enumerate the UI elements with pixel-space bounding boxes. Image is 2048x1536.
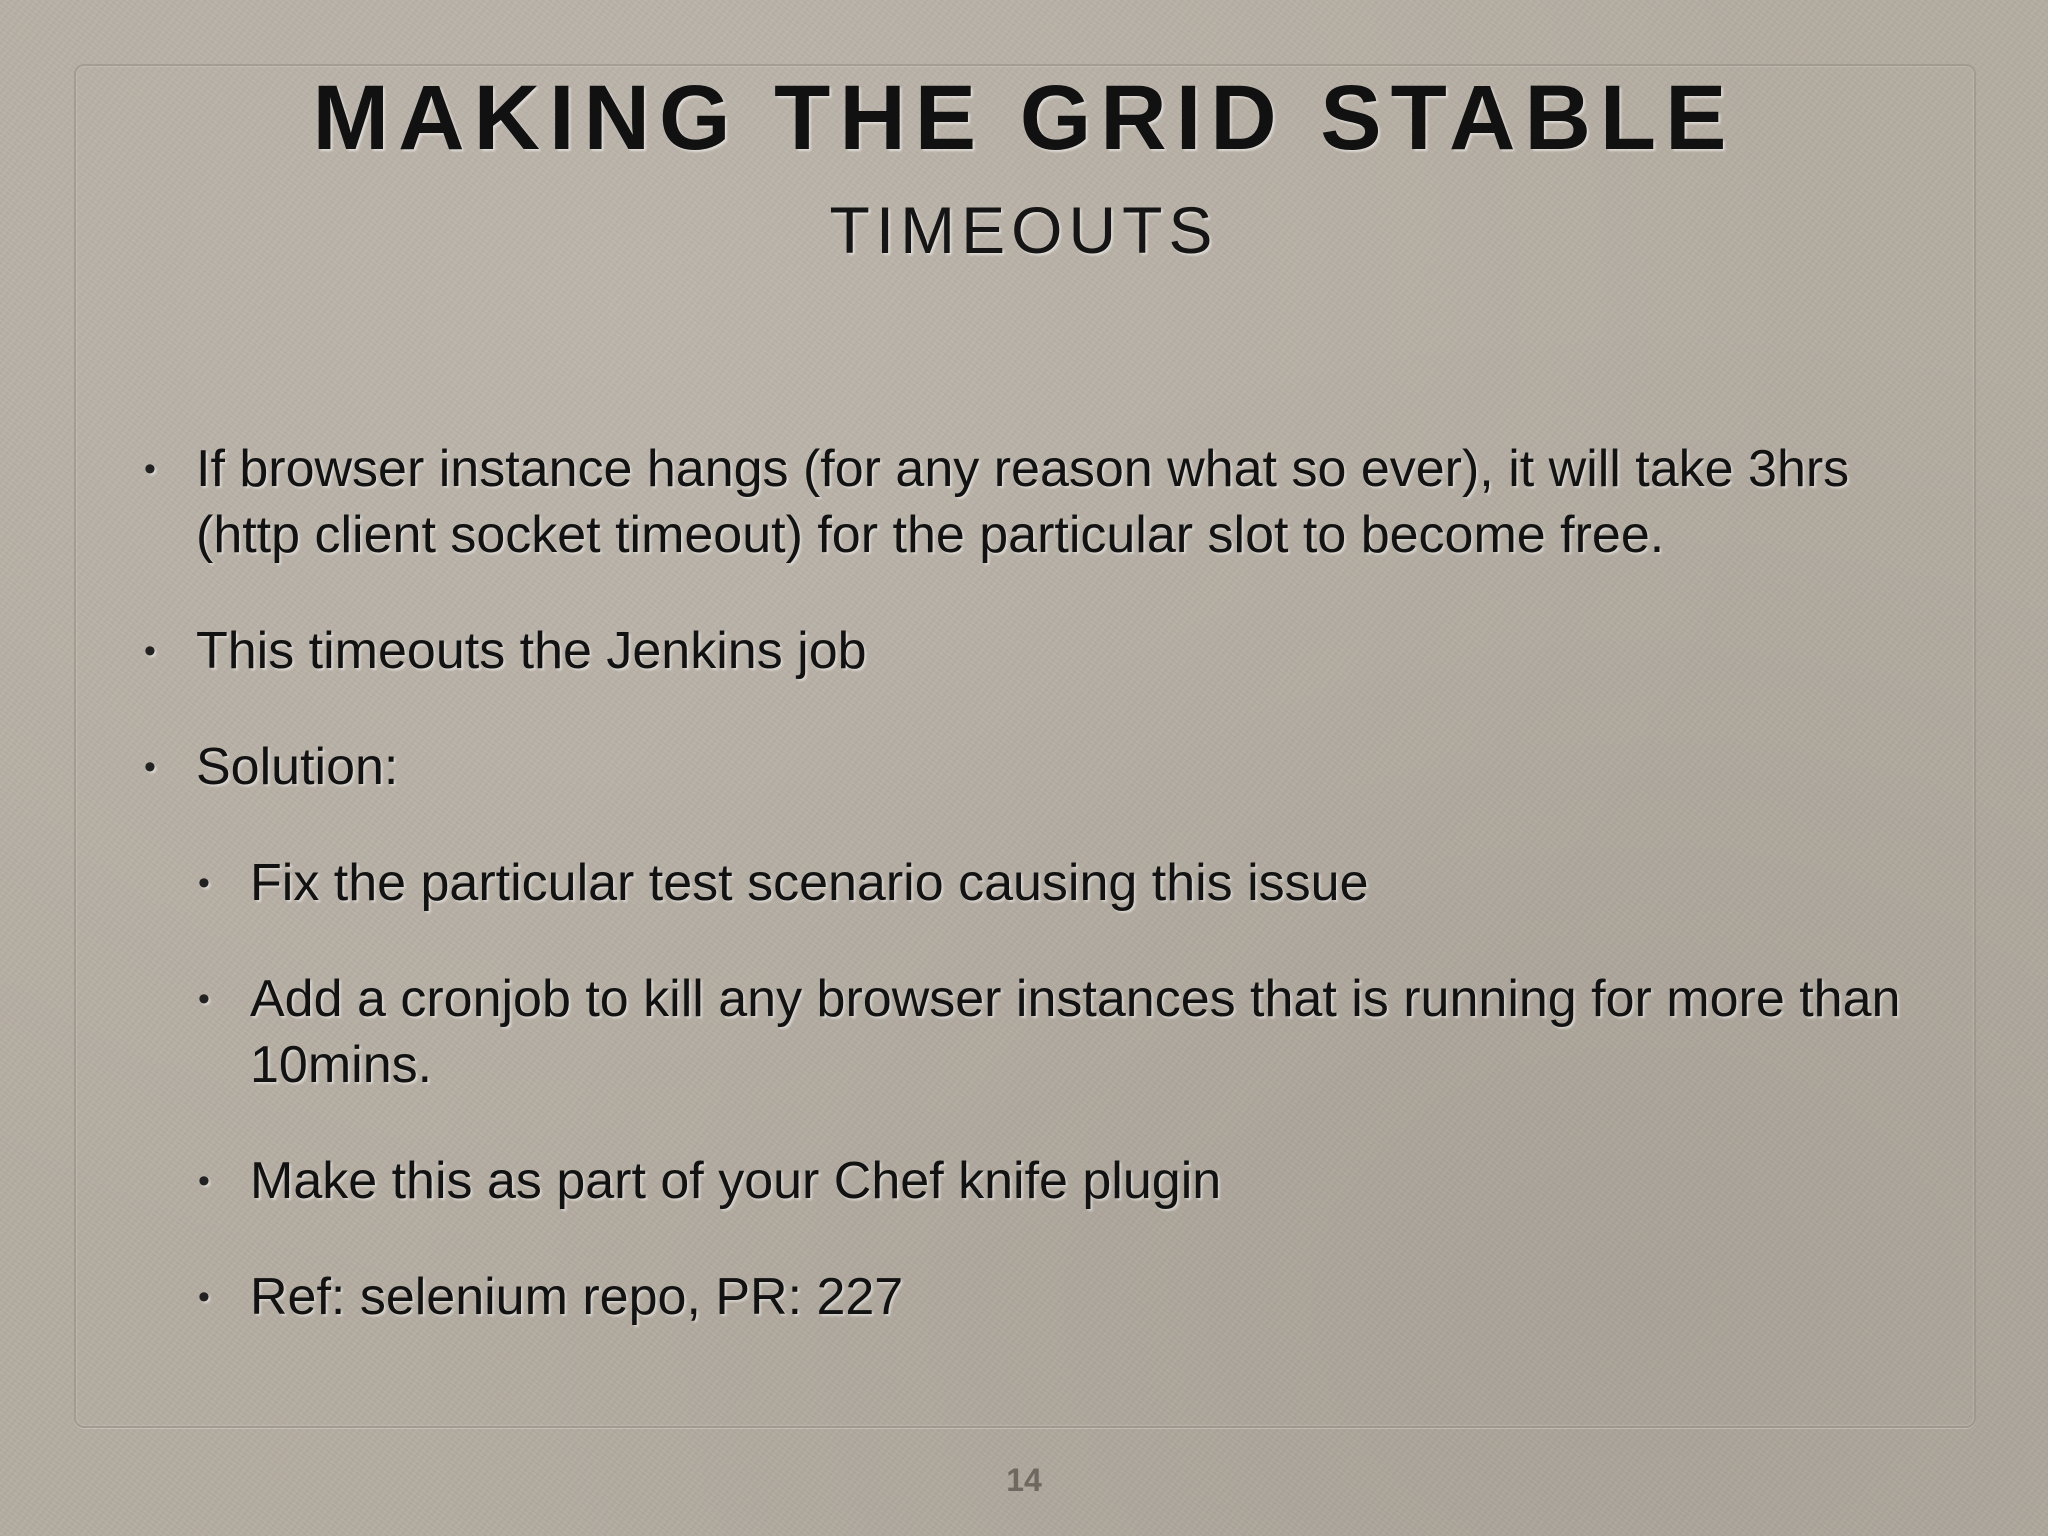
slide-subtitle: TIMEOUTS [829,193,1219,267]
bullet-text: If browser instance hangs (for any reason what so ever), it will take 3hrs (http client socket timeout) for the particular slot to become free. [196,440,1850,564]
bullet-item [138,436,1918,568]
sub-bullet-text: Make this as part of your Chef knife plugin [250,1152,1222,1210]
bullet-icon: • [144,632,156,670]
bullet-icon: • [144,450,156,488]
bullet-icon: • [198,980,210,1018]
sub-bullet-item [138,1148,1918,1214]
sub-bullet-text: Ref: selenium repo, PR: 227 [250,1268,904,1326]
sub-bullet-item [138,1264,1918,1330]
page-number: 14 [1006,1462,1042,1498]
bullet-icon: • [198,864,210,902]
bullet-item [138,734,1918,800]
sub-bullet-text: Fix the particular test scenario causing this issue [250,854,1369,912]
bullet-text: This timeouts the Jenkins job [196,622,867,680]
bullet-item [138,618,1918,684]
bullet-icon: • [144,748,156,786]
bullet-icon: • [198,1162,210,1200]
sub-bullet-item [138,850,1918,916]
slide-title: MAKING THE GRID STABLE [312,67,1736,169]
bullet-text: Solution: [196,738,399,796]
slide-content [138,436,1918,1380]
bullet-list [138,436,1918,1330]
bullet-icon: • [198,1278,210,1316]
sub-bullet-item [138,966,1918,1098]
sub-bullet-text: Add a cronjob to kill any browser instances that is running for more than 10mins. [250,970,1901,1094]
